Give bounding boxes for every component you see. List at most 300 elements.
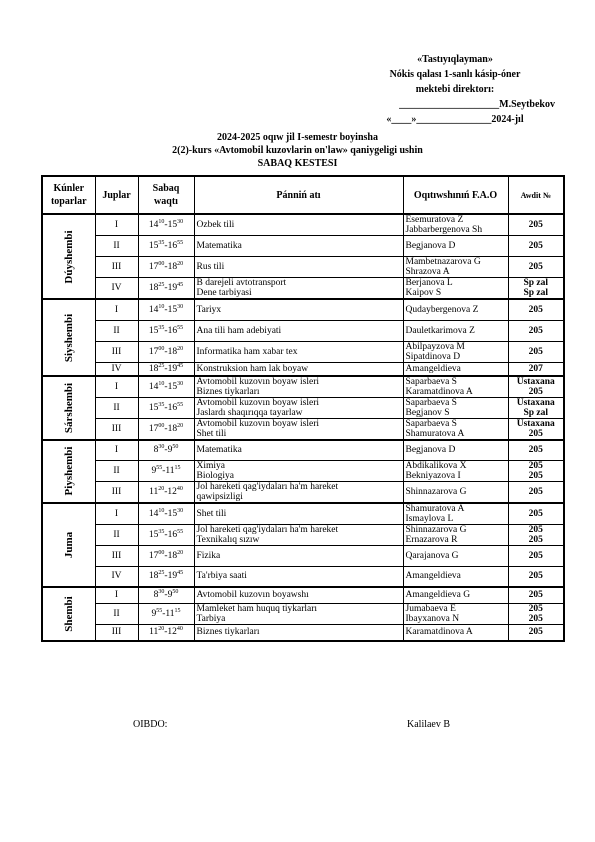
time-hour: 15 — [148, 529, 159, 540]
table-row — [42, 236, 564, 257]
teacher-cell — [403, 603, 508, 624]
pair-number: IV — [95, 566, 138, 587]
subject-name: Biznes tiykarları — [196, 627, 260, 638]
teacher-name: Begjanova D — [405, 445, 456, 456]
room-cell — [508, 257, 564, 278]
time-hour: 18 — [148, 571, 159, 582]
time-minutes: 15 — [174, 464, 181, 471]
teacher-cell — [403, 419, 508, 441]
room-number: Ustaxana — [516, 398, 555, 408]
lesson-time: $14^{10}-15^{30}$ — [138, 299, 194, 320]
teacher-name: Abdikalikova X — [405, 460, 467, 471]
teacher-name: Amangeldieva — [405, 363, 461, 374]
schedule-body — [42, 214, 564, 641]
schedule-heading — [0, 131, 595, 170]
time-minutes: 55 — [177, 324, 184, 331]
time-minutes: 55 — [177, 528, 184, 535]
pair-number: III — [95, 341, 138, 362]
time-minutes: 30 — [177, 303, 184, 310]
approval-date: «____»_______________2024-jıl — [386, 114, 524, 125]
lesson-time: $17^{00}-18^{20}$ — [138, 419, 194, 441]
time-hour: 15 — [167, 382, 178, 392]
time-hour: 16 — [167, 241, 178, 251]
header-pair: Juplar — [95, 176, 138, 214]
subject-name: Jol hareketi qag'iydaları ha'm hareket — [196, 481, 339, 492]
lesson-time: $9^{55}-11^{15}$ — [138, 460, 194, 481]
room-number: 205 — [528, 220, 543, 230]
table-row — [42, 460, 564, 481]
subject-name: Dene tarbiyasi — [196, 288, 252, 298]
table-row — [42, 603, 564, 624]
subject-name: Avtomobil kuzovın boyaw isleri — [196, 419, 320, 429]
teacher-cell — [403, 440, 508, 460]
day-label: Siyshembi — [62, 313, 75, 362]
time-minutes: 15 — [174, 607, 181, 614]
day-cell — [42, 503, 95, 588]
heading-semester: 2024-2025 oqıw jil I-semestr boyinsha — [217, 132, 378, 143]
day-label: Sárshembi — [62, 382, 75, 434]
teacher-name: Jumabaeva E — [405, 603, 456, 614]
teacher-name: Esemuratova Z — [405, 215, 464, 225]
pair-number: II — [95, 320, 138, 341]
subject-cell — [194, 257, 403, 278]
time-hour: 15 — [167, 220, 178, 230]
subject-cell — [194, 320, 403, 341]
teacher-name: Amangeldieva G — [405, 590, 471, 601]
approval-director-signature: ____________________M.Seytbekov — [399, 99, 555, 110]
time-minutes: 45 — [177, 282, 184, 288]
teacher-name: Ibayxanova N — [405, 613, 460, 624]
table-row — [42, 278, 564, 300]
subject-name: Informatika ham xabar tex — [196, 346, 298, 357]
time-hour: 9 — [151, 465, 157, 476]
room-number: 205 — [528, 460, 543, 471]
subject-cell — [194, 440, 403, 460]
subject-cell — [194, 603, 403, 624]
time-hour: 11 — [149, 627, 159, 638]
room-cell — [508, 545, 564, 566]
time-hour: 18 — [167, 262, 178, 272]
table-row — [42, 341, 564, 362]
pair-number: III — [95, 257, 138, 278]
time-minutes: 35 — [158, 240, 165, 246]
lesson-time: $18^{25}-19^{45}$ — [138, 566, 194, 587]
teacher-cell — [403, 566, 508, 587]
time-minutes: 30 — [177, 219, 184, 225]
room-cell — [508, 236, 564, 257]
teacher-name: Mambetnazarova G — [405, 257, 481, 267]
time-minutes: 55 — [156, 464, 163, 471]
table-row — [42, 587, 564, 603]
teacher-name: Sipatdinova D — [405, 351, 461, 362]
time-hour: 16 — [167, 529, 178, 540]
subject-cell — [194, 214, 403, 236]
table-row — [42, 566, 564, 587]
day-label: Dúyshembi — [62, 229, 75, 284]
room-number: Sp zal — [523, 278, 549, 288]
teacher-cell — [403, 624, 508, 641]
subject-cell — [194, 278, 403, 300]
room-number: 205 — [528, 241, 543, 251]
room-cell — [508, 341, 564, 362]
approval-title: «Tastıyıqlayman» — [417, 54, 493, 65]
room-number: 205 — [528, 486, 543, 497]
lesson-time: $15^{35}-16^{55}$ — [138, 524, 194, 545]
lesson-time: $8^{30}-9^{50}$ — [138, 587, 194, 603]
time-minutes: 20 — [177, 345, 184, 352]
time-hour: 11 — [165, 608, 175, 619]
time-hour: 12 — [167, 627, 177, 638]
lesson-time: $18^{25}-19^{45}$ — [138, 362, 194, 376]
time-minutes: 40 — [176, 626, 183, 633]
time-hour: 14 — [148, 304, 159, 315]
teacher-cell — [403, 320, 508, 341]
day-label: Juma — [62, 531, 75, 558]
day-cell — [42, 299, 95, 376]
time-minutes: 25 — [158, 282, 165, 288]
lesson-time: $11^{20}-12^{40}$ — [138, 481, 194, 503]
teacher-name: Ernazarova R — [405, 534, 458, 545]
subject-name: Avtomobil kuzovın boyaw isleri — [196, 377, 320, 387]
teacher-cell — [403, 376, 508, 398]
schedule-table — [41, 175, 565, 642]
subject-name: Jol hareketi qag'iydaları ha'm hareket — [196, 524, 339, 535]
room-cell — [508, 320, 564, 341]
subject-cell — [194, 419, 403, 441]
time-hour: 19 — [167, 283, 178, 293]
time-minutes: 25 — [158, 362, 165, 369]
room-number: 205 — [528, 534, 543, 545]
pair-number: III — [95, 419, 138, 441]
day-cell — [42, 587, 95, 641]
time-minutes: 20 — [177, 423, 184, 429]
teacher-name: Shrazova A — [405, 267, 450, 277]
time-minutes: 35 — [158, 528, 165, 535]
header-teacher: Oqıtıwshınıń F.A.O — [403, 176, 508, 214]
table-row — [42, 398, 564, 419]
room-number: 205 — [528, 627, 543, 638]
room-number: 205 — [528, 613, 543, 624]
subject-name: Rus tili — [196, 262, 225, 272]
teacher-cell — [403, 460, 508, 481]
header-room: Awdit № — [508, 176, 564, 214]
room-number: 205 — [528, 603, 543, 614]
subject-cell — [194, 460, 403, 481]
time-hour: 17 — [148, 424, 159, 434]
time-minutes: 10 — [158, 507, 165, 514]
subject-cell — [194, 524, 403, 545]
time-minutes: 00 — [158, 345, 165, 352]
time-hour: 18 — [167, 346, 178, 357]
room-cell — [508, 376, 564, 398]
table-row — [42, 376, 564, 398]
table-row — [42, 624, 564, 641]
subject-cell — [194, 376, 403, 398]
time-hour: 19 — [167, 571, 178, 582]
lesson-time: $8^{30}-9^{50}$ — [138, 440, 194, 460]
room-cell — [508, 524, 564, 545]
room-cell — [508, 460, 564, 481]
subject-name: Tarbiya — [196, 613, 226, 624]
teacher-name: Qarajanova G — [405, 550, 459, 561]
room-cell — [508, 481, 564, 503]
time-hour: 12 — [167, 486, 177, 497]
time-hour: 15 — [148, 403, 159, 413]
room-cell — [508, 419, 564, 441]
pair-number: I — [95, 440, 138, 460]
teacher-name: Berjanova L — [405, 278, 453, 288]
time-minutes: 25 — [158, 570, 165, 577]
subject-cell — [194, 398, 403, 419]
teacher-cell — [403, 587, 508, 603]
room-number: 205 — [528, 304, 543, 315]
pair-number: IV — [95, 278, 138, 300]
teacher-name: Saparbaeva S — [405, 377, 457, 387]
time-hour: 18 — [148, 363, 159, 374]
pair-number: II — [95, 460, 138, 481]
subject-name: Avtomobil kuzovın boyawshı — [196, 590, 309, 601]
teacher-name: Abilpayzova M — [405, 341, 465, 352]
pair-number: III — [95, 624, 138, 641]
time-hour: 17 — [148, 550, 159, 561]
pair-number: I — [95, 587, 138, 603]
teacher-cell — [403, 214, 508, 236]
time-minutes: 10 — [158, 219, 165, 225]
subject-name: qawipsizligi — [196, 491, 243, 502]
teacher-cell — [403, 524, 508, 545]
room-number: Sp zal — [523, 288, 549, 298]
heading-specialty: 2(2)-kurs «Avtomobil kuzovlarin on'law» qaniygeligi ushin — [172, 145, 423, 156]
subject-name: Biznes tiykarları — [196, 387, 260, 397]
teacher-name: Saparbaeva S — [405, 419, 457, 429]
header-time: Sabaq waqtı — [138, 176, 194, 214]
time-minutes: 50 — [172, 444, 179, 451]
header-days: Kúnler toparlar — [42, 176, 95, 214]
room-number: 205 — [528, 387, 543, 397]
teacher-name: Ismaylova L — [405, 513, 454, 524]
subject-name: Biologiya — [196, 470, 234, 481]
teacher-cell — [403, 398, 508, 419]
subject-name: Konstruksion ham lak boyaw — [196, 363, 309, 374]
time-hour: 16 — [167, 403, 178, 413]
subject-cell — [194, 299, 403, 320]
room-number: 205 — [528, 429, 543, 439]
room-number: Sp zal — [523, 408, 549, 418]
subject-name: Ximiya — [196, 460, 225, 471]
lesson-time: $17^{00}-18^{20}$ — [138, 257, 194, 278]
lesson-time: $15^{35}-16^{55}$ — [138, 236, 194, 257]
room-cell — [508, 362, 564, 376]
table-row — [42, 320, 564, 341]
footer-left: OIBDO: — [133, 719, 168, 730]
day-label: Piyshembi — [62, 446, 75, 496]
lesson-time: $17^{00}-18^{20}$ — [138, 545, 194, 566]
room-number: Ustaxana — [516, 419, 555, 429]
table-row — [42, 440, 564, 460]
teacher-name: Kaipov S — [405, 288, 442, 298]
subject-name: Texnikalıq sızıw — [196, 534, 260, 545]
teacher-name: Amangeldieva — [405, 571, 461, 582]
lesson-time: $14^{10}-15^{30}$ — [138, 503, 194, 525]
lesson-time: $18^{25}-19^{45}$ — [138, 278, 194, 300]
room-number: 205 — [528, 470, 543, 481]
time-minutes: 30 — [177, 381, 184, 387]
pair-number: I — [95, 503, 138, 525]
subject-cell — [194, 545, 403, 566]
day-cell — [42, 376, 95, 440]
time-minutes: 10 — [158, 381, 165, 387]
time-hour: 15 — [167, 304, 178, 315]
time-minutes: 45 — [177, 362, 184, 369]
teacher-name: Karamatdinova A — [405, 387, 473, 397]
lesson-time: $9^{55}-11^{15}$ — [138, 603, 194, 624]
subject-name: Ana tili ham adebiyati — [196, 325, 282, 336]
time-hour: 15 — [148, 325, 159, 336]
table-row — [42, 299, 564, 320]
footer-right: Kalilaev B — [407, 719, 451, 730]
time-hour: 15 — [167, 508, 178, 519]
subject-cell — [194, 624, 403, 641]
room-number: 205 — [528, 524, 543, 535]
teacher-name: Shamuratova A — [405, 429, 465, 439]
time-minutes: 30 — [158, 589, 165, 596]
approval-block — [355, 52, 555, 127]
subject-cell — [194, 566, 403, 587]
room-cell — [508, 398, 564, 419]
subject-cell — [194, 362, 403, 376]
subject-name: Ta'rbiya saati — [196, 571, 247, 582]
teacher-name: Dauletkarimova Z — [405, 325, 475, 336]
subject-cell — [194, 481, 403, 503]
day-cell — [42, 440, 95, 503]
room-number: 205 — [528, 571, 543, 582]
subject-cell — [194, 341, 403, 362]
teacher-cell — [403, 257, 508, 278]
time-hour: 17 — [148, 262, 159, 272]
teacher-name: Bekniyazova I — [405, 470, 461, 481]
table-header-row — [42, 176, 564, 214]
room-cell — [508, 624, 564, 641]
time-minutes: 35 — [158, 402, 165, 408]
room-cell — [508, 587, 564, 603]
room-number: 205 — [528, 445, 543, 456]
pair-number: IV — [95, 362, 138, 376]
pair-number: II — [95, 603, 138, 624]
pair-number: I — [95, 299, 138, 320]
time-minutes: 20 — [177, 261, 184, 267]
time-hour: 18 — [167, 550, 178, 561]
time-hour: 17 — [148, 346, 159, 357]
room-number: Ustaxana — [516, 377, 555, 387]
time-hour: 19 — [167, 363, 178, 374]
subject-cell — [194, 236, 403, 257]
time-hour: 14 — [148, 220, 159, 230]
time-minutes: 30 — [177, 507, 184, 514]
teacher-name: Qudaybergenova Z — [405, 304, 479, 315]
approval-school: Nókis qalası 1-sanlı kásip-óner — [389, 69, 521, 80]
room-number: 207 — [528, 363, 543, 374]
room-cell — [508, 278, 564, 300]
table-row — [42, 257, 564, 278]
time-minutes: 20 — [158, 485, 165, 492]
time-minutes: 00 — [158, 261, 165, 267]
time-hour: 9 — [167, 590, 173, 601]
table-row — [42, 545, 564, 566]
time-minutes: 20 — [177, 549, 184, 556]
teacher-name: Shamuratova A — [405, 503, 465, 514]
time-hour: 9 — [151, 608, 157, 619]
time-hour: 9 — [167, 445, 173, 456]
lesson-time: $11^{20}-12^{40}$ — [138, 624, 194, 641]
pair-number: II — [95, 524, 138, 545]
teacher-name: Shinnazarova G — [405, 486, 467, 497]
teacher-name: Karamatdinova A — [405, 627, 473, 638]
heading-title: SABAQ KESTESI — [257, 158, 338, 169]
subject-name: Mamleket ham huquq tiykarları — [196, 603, 318, 614]
room-cell — [508, 566, 564, 587]
teacher-cell — [403, 545, 508, 566]
day-label: Shembi — [62, 596, 75, 632]
time-hour: 18 — [148, 283, 159, 293]
teacher-cell — [403, 278, 508, 300]
room-cell — [508, 440, 564, 460]
teacher-name: Jabbarbergenova Sh — [405, 225, 483, 235]
pair-number: II — [95, 398, 138, 419]
room-number: 205 — [528, 346, 543, 357]
time-minutes: 20 — [158, 626, 165, 633]
subject-name: Avtomobil kuzovın boyaw isleri — [196, 398, 320, 408]
pair-number: II — [95, 236, 138, 257]
time-minutes: 55 — [177, 240, 184, 246]
time-minutes: 55 — [177, 402, 184, 408]
table-row — [42, 214, 564, 236]
subject-name: Shet tili — [196, 429, 227, 439]
time-minutes: 00 — [158, 549, 165, 556]
time-minutes: 55 — [156, 607, 163, 614]
time-hour: 8 — [153, 590, 159, 601]
lesson-time: $14^{10}-15^{30}$ — [138, 214, 194, 236]
table-row — [42, 481, 564, 503]
subject-name: Ozbek tili — [196, 220, 235, 230]
teacher-cell — [403, 503, 508, 525]
time-hour: 14 — [148, 382, 159, 392]
subject-name: Matematika — [196, 241, 242, 251]
room-cell — [508, 503, 564, 525]
subject-cell — [194, 503, 403, 525]
teacher-name: Saparbaeva S — [405, 398, 457, 408]
table-row — [42, 362, 564, 376]
time-minutes: 45 — [177, 570, 184, 577]
header-subject: Pánniń atı — [194, 176, 403, 214]
time-hour: 15 — [148, 241, 159, 251]
time-hour: 18 — [167, 424, 178, 434]
subject-cell — [194, 587, 403, 603]
teacher-name: Begjanova D — [405, 241, 456, 251]
room-cell — [508, 299, 564, 320]
table-row — [42, 503, 564, 525]
lesson-time: $15^{35}-16^{55}$ — [138, 320, 194, 341]
room-number: 205 — [528, 590, 543, 601]
time-hour: 16 — [167, 325, 178, 336]
teacher-cell — [403, 481, 508, 503]
teacher-cell — [403, 341, 508, 362]
time-minutes: 30 — [158, 444, 165, 451]
time-hour: 11 — [149, 486, 159, 497]
room-cell — [508, 603, 564, 624]
time-minutes: 35 — [158, 324, 165, 331]
table-row — [42, 524, 564, 545]
approval-position: mektebi direktorı: — [415, 84, 495, 95]
